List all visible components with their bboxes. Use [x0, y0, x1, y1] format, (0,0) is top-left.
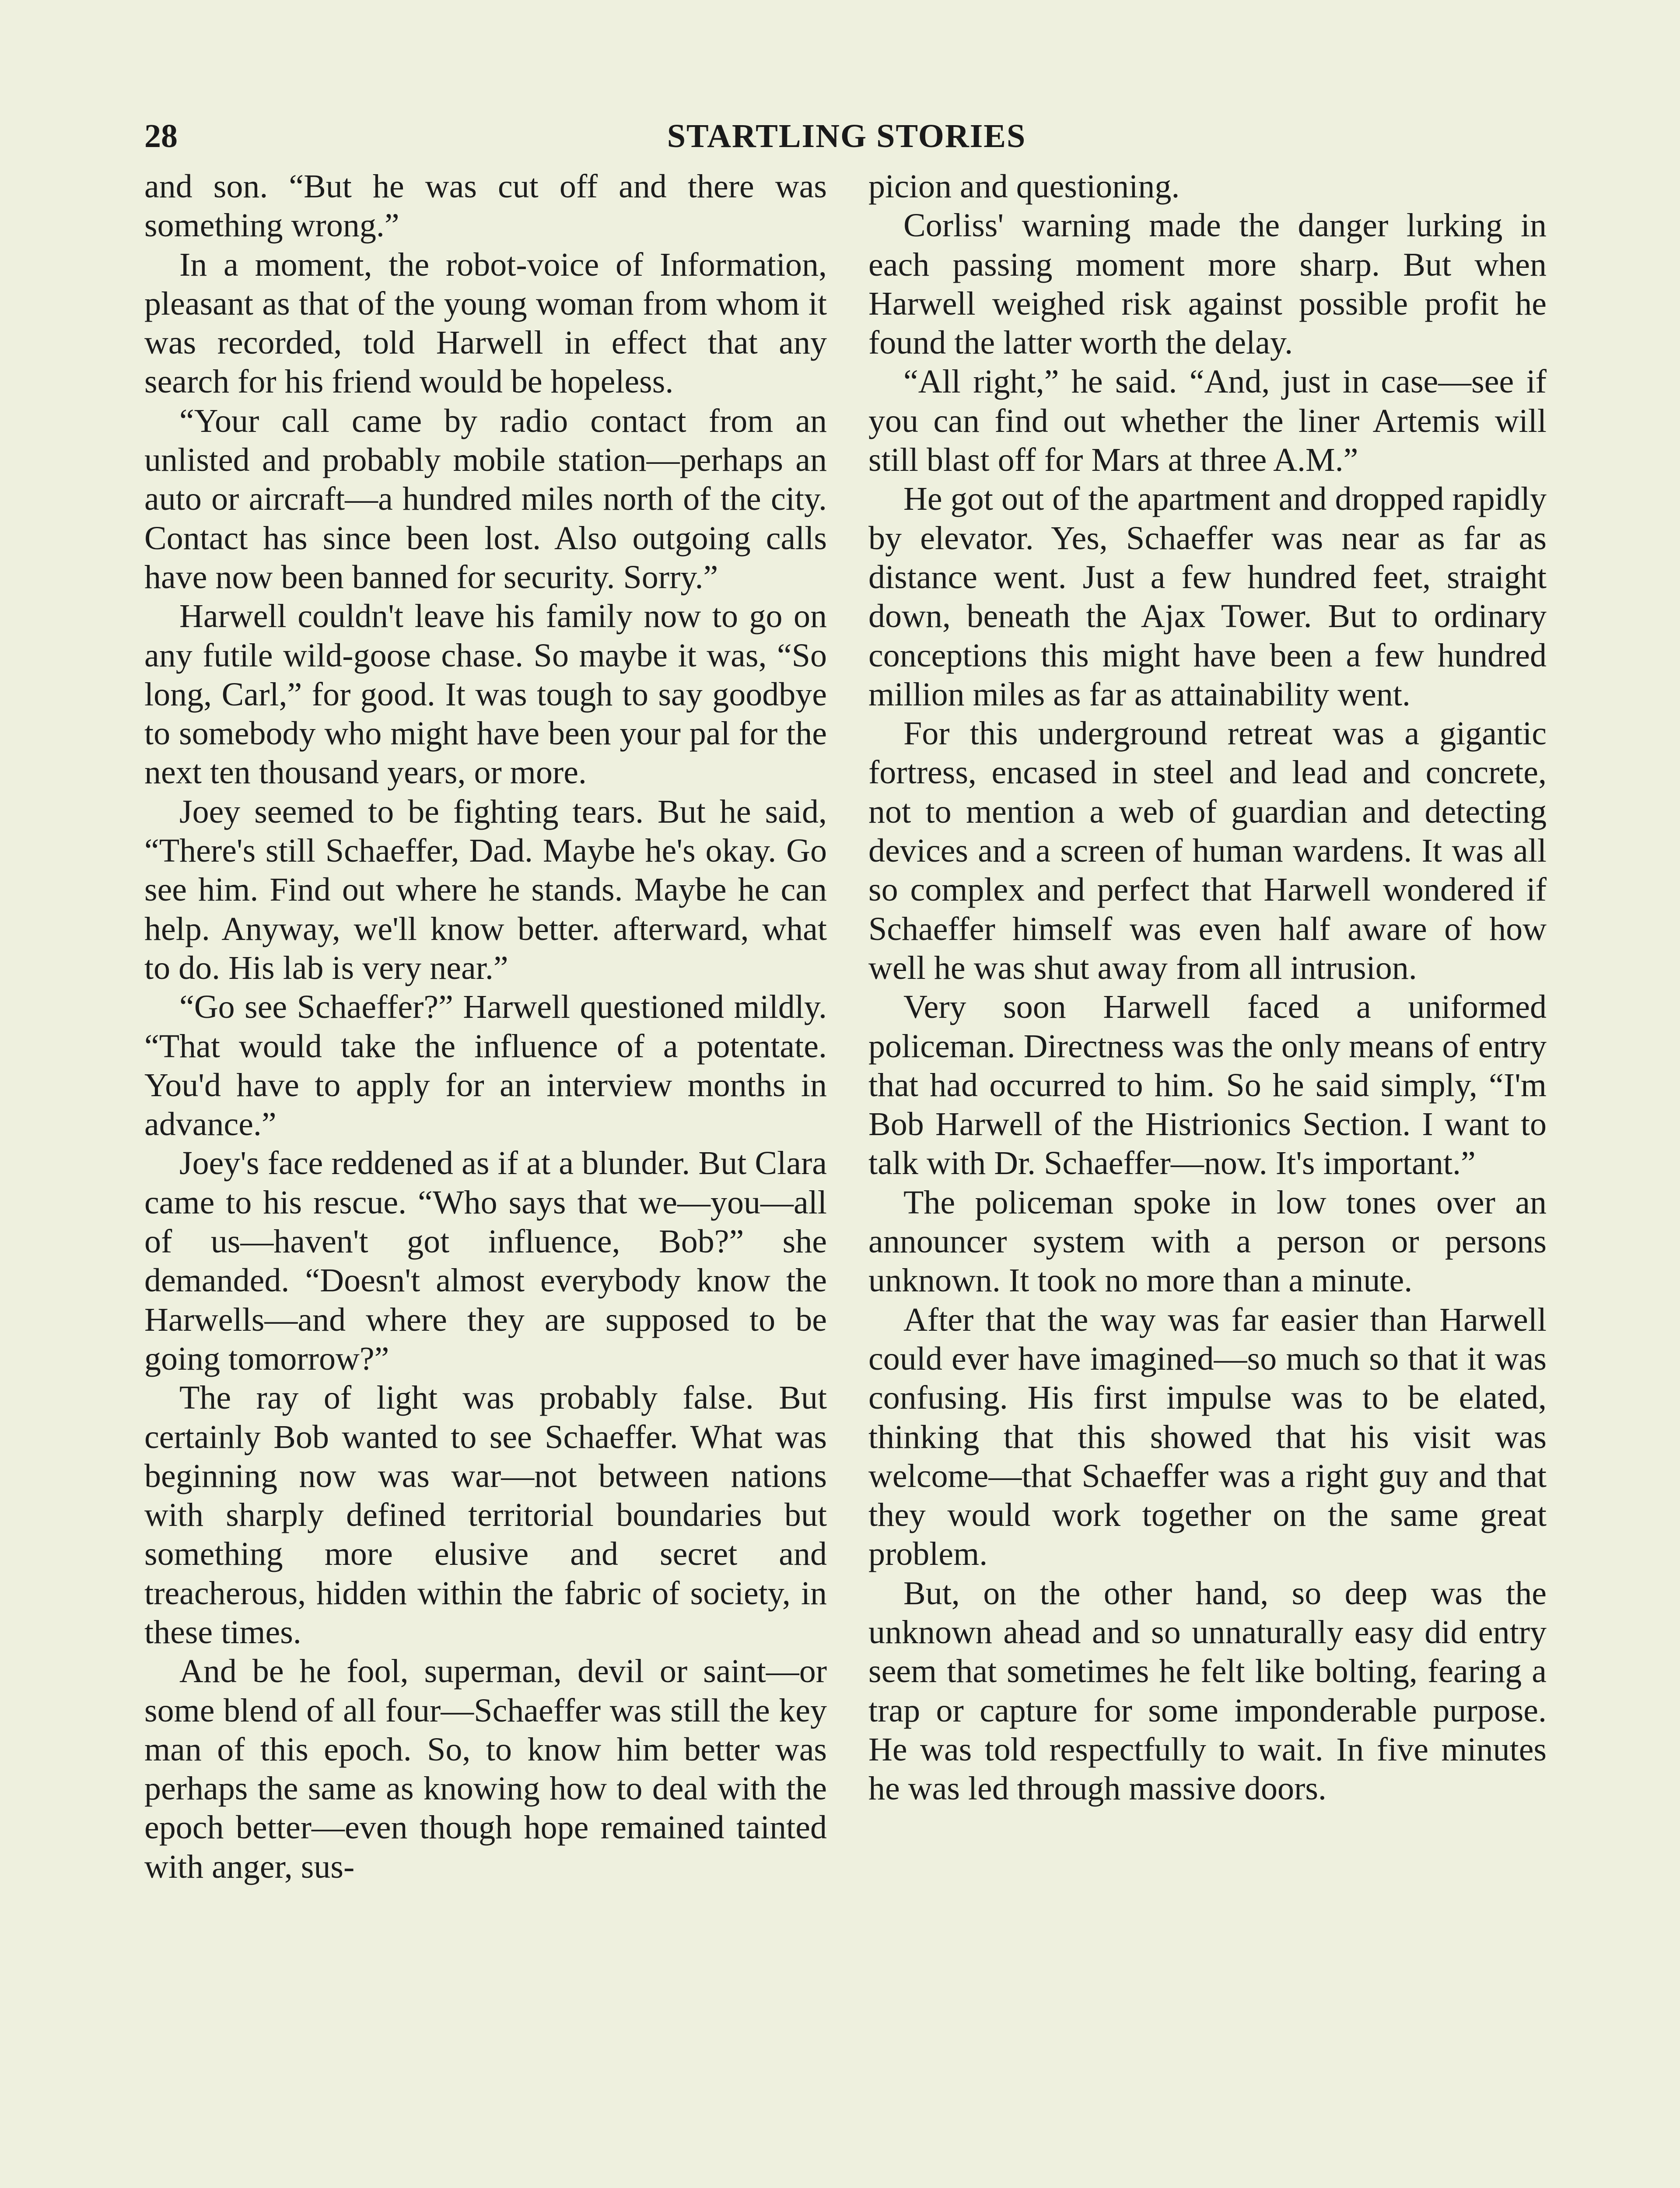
paragraph: Harwell couldn't leave his family now to go on any futile wild-goose chase. So maybe it was, “So long, Carl,” for good. It was tough to say goodbye to somebody who might have been your pal for the next ten thousand years, or more. [144, 598, 827, 791]
paragraph: He got out of the apartment and dropped rapidly by elevator. Yes, Schaeffer was near as far as distance went. Just a few hundred feet, straight down, beneath the Ajax Tower. But to ordinary conceptions this might have been a few hundred million miles as far as attainability went. [868, 480, 1547, 713]
paragraph: “Your call came by radio contact from an unlisted and probably mobile station—perhaps an auto or aircraft—a hundred miles north of the city. Contact has since been lost. Also outgoing calls have now been banned for security. Sorry.” [144, 402, 827, 596]
paragraph: In a moment, the robot-voice of Information, pleasant as that of the young woman from whom it was recorded, told Harwell in effect that any search for his friend would be hopeless. [144, 246, 827, 400]
paragraph: For this underground retreat was a gigantic fortress, encased in steel and lead and concrete, not to mention a web of guardian and detecting devices and a screen of human wardens. It was all so complex and perfect that Harwell wondered if Schaeffer himself was even half aware of how well he was shut away from all intrusion. [868, 715, 1547, 986]
text-column-left [144, 167, 827, 1886]
paragraph: But, on the other hand, so deep was the unknown ahead and so unnaturally easy did entry seem that sometimes he felt like bolting, fearing a trap or capture for some imponderable purpose. He was told respectfully to wait. In five minutes he was led through massive doors. [868, 1574, 1547, 1807]
paragraph: “All right,” he said. “And, just in case—see if you can find out whether the liner Artemis will still blast off for Mars at three A.M.” [868, 363, 1547, 479]
page-number: 28 [144, 118, 178, 154]
paragraph: Joey's face reddened as if at a blunder. But Clara came to his rescue. “Who says that we—you—all of us—haven't got influence, Bob?” she demanded. “Doesn't almost everybody know the Harwells—and where they are supposed to be going tomorrow?” [144, 1145, 827, 1377]
paragraph: and son. “But he was cut off and there was something wrong.” [144, 168, 827, 244]
paragraph: The policeman spoke in low tones over an announcer system with a person or persons unknown. It took no more than a minute. [868, 1184, 1547, 1299]
text-column-right [868, 167, 1547, 1808]
paragraph: Corliss' warning made the danger lurking in each passing moment more sharp. But when Harwell weighed risk against possible profit he found the latter worth the delay. [868, 207, 1547, 361]
paragraph: picion and questioning. [868, 168, 1180, 205]
paragraph: The ray of light was probably false. But certainly Bob wanted to see Schaeffer. What was beginning now was war—not between nations with sharply defined territorial boundaries but something more elusive and secret and treacherous, hidden within the fabric of society, in these times. [144, 1379, 827, 1651]
paragraph: After that the way was far easier than Harwell could ever have imagined—so much so that it was confusing. His first impulse was to be elated, thinking that this showed that his visit was welcome—that Schaeffer was a right guy and that they would work together on the same great problem. [868, 1301, 1547, 1573]
paragraph: Joey seemed to be fighting tears. But he said, “There's still Schaeffer, Dad. Maybe he's okay. Go see him. Find out where he stands. Maybe he can help. Anyway, we'll know better. afterward, what to do. His lab is very near.” [144, 793, 827, 986]
paragraph: Very soon Harwell faced a uniformed policeman. Directness was the only means of entry that had occurred to him. So he said simply, “I'm Bob Harwell of the Histrionics Section. I want to talk with Dr. Schaeffer—now. It's important.” [868, 989, 1547, 1182]
magazine-title: STARTLING STORIES [667, 118, 1026, 154]
running-header [144, 117, 1549, 165]
paragraph: “Go see Schaeffer?” Harwell questioned mildly. “That would take the influence of a potentate. You'd have to apply for an interview months in advance.” [144, 989, 827, 1143]
paragraph: And be he fool, superman, devil or saint—or some blend of all four—Schaeffer was still the key man of this epoch. So, to know him better was perhaps the same as knowing how to deal with the epoch better—even though hope remained tainted with anger, sus- [144, 1653, 827, 1885]
